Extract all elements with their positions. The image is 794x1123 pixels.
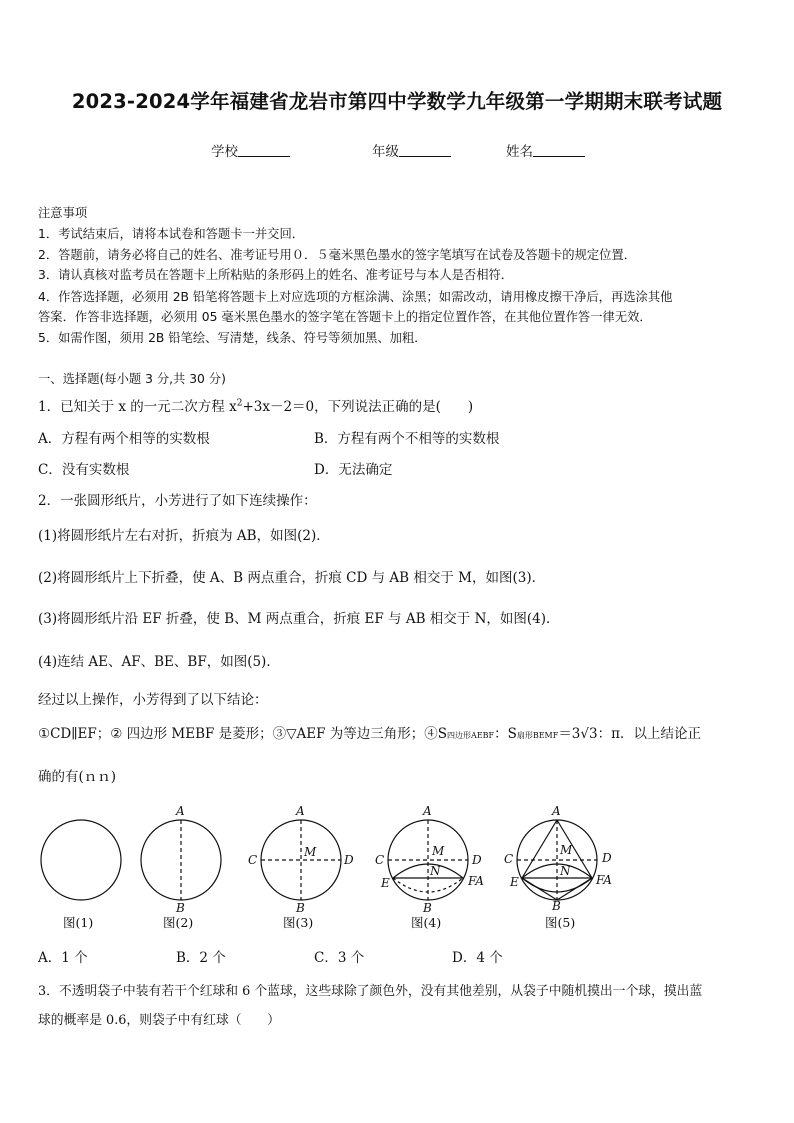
fig3-label-c: C [248, 853, 258, 867]
fig5-label-e: E [510, 875, 519, 889]
q1-stem-sup: 2 [236, 398, 243, 409]
fig5-label-a: A [552, 804, 561, 818]
school-label: 学校 [211, 144, 238, 160]
fig5-line-bf [557, 878, 592, 900]
fig4-label-c: C [375, 853, 385, 867]
fig3-label-b: B [296, 901, 305, 915]
q2-step: (1)将圆形纸片左右对折，折痕为 AB，如图(2)． [38, 528, 330, 544]
q2-option-b: B．2 个 [176, 950, 226, 966]
q2-colon-s: ：S [494, 726, 517, 742]
q2-conclusion-tail: 确的有(ｎｎ) [38, 769, 117, 785]
q1-option-b: B．方程有两个不相等的实数根 [314, 431, 500, 447]
fig2-label-a: A [176, 804, 185, 818]
name-label: 姓名 [506, 144, 533, 160]
grade-field [372, 140, 451, 160]
q2-sqrt: √3 [580, 726, 598, 742]
q2-option-d: D．4 个 [452, 950, 503, 966]
fig4-label-d: D [472, 853, 482, 867]
page-title: 2023-2024学年福建省龙岩市第四中学数学九年级第一学期期末联考试题 [71, 90, 723, 113]
fig3-label-d: D [344, 853, 354, 867]
notice-item: 2．答题前，请务必将自己的姓名、准考证号用０．５毫米黑色墨水的签字笔填写在试卷及答题卡的规定位置． [38, 248, 637, 262]
school-field [211, 140, 290, 160]
q1-option-a: A．方程有两个相等的实数根 [38, 431, 210, 447]
q2-step: (2)将圆形纸片上下折叠，使 A、B 两点重合，折痕 CD 与 AB 相交于 M，如图(3)． [38, 570, 546, 586]
q2-conclusion-intro: 经过以上操作，小芳得到了以下结论： [38, 692, 268, 708]
notice-item: 3．请认真核对监考员在答题卡上所粘贴的条形码上的姓名、准考证号与本人是否相符． [38, 268, 514, 282]
fig3-label-m: M [304, 845, 317, 859]
fig2-label-b: B [176, 901, 185, 915]
q2-conclusions-part2: ：π．以上结论正 [597, 726, 701, 742]
q2-conclusions-part1: ①CD∥EF；② 四边形 MEBF 是菱形；③▽AEF 为等边三角形；④S [38, 726, 448, 742]
question-1-stem [38, 395, 473, 415]
q1-stem-suffix: +3x－2＝0，下列说法正确的是( ) [242, 399, 474, 415]
fig4-label-n: N [430, 864, 441, 878]
fig5-circle [517, 820, 597, 900]
q1-option-d: D．无法确定 [314, 462, 393, 478]
fig4-circle [388, 820, 468, 900]
question-3-line2: 球的概率是 0.6，则袋子中有红球（ ） [38, 1013, 280, 1028]
notice-item: 5．如需作图，须用 2B 铅笔绘、写清楚，线条、符号等须加黑、加粗． [38, 331, 427, 345]
fig4-label-b: B [423, 901, 432, 915]
q1-stem-prefix: 1．已知关于 x 的一元二次方程 x [38, 399, 237, 415]
question-3-line1: 3．不透明袋子中装有若干个红球和 6 个蓝球，这些球除了颜色外，没有其他差别，从袋子中随机摸出一个球，摸出蓝 [38, 984, 703, 999]
fig4-label-m: M [432, 844, 445, 858]
fig5-label-m: M [560, 843, 573, 857]
q2-sub-aebf: 四边形AEBF [447, 731, 495, 740]
q2-equals: ＝3 [558, 726, 581, 742]
q2-figures [30, 796, 630, 942]
q2-option-c: C．3 个 [314, 950, 365, 966]
q2-conclusions [38, 722, 701, 742]
fig4-label-a: A [423, 804, 432, 818]
notice-item: 4．作答选择题，必须用 2B 铅笔将答题卡上对应选项的方框涂满、涂黑；如需改动，请用橡皮擦干净后，再选涂其他 [38, 290, 673, 304]
fig5-line-be [522, 878, 557, 900]
fig3-circle [261, 820, 341, 900]
fig5-label-c: C [504, 852, 514, 866]
name-blank [533, 144, 585, 157]
notice-item: 答案．作答非选择题，必须用 05 毫米黑色墨水的签字笔在答题卡上的指定位置作答，在其他位置作答一律无效． [38, 310, 652, 324]
fig5-label-b: B [552, 899, 561, 913]
question-2-stem: 2．一张圆形纸片，小芳进行了如下连续操作： [38, 493, 317, 509]
q2-step: (3)将圆形纸片沿 EF 折叠，使 B、M 两点重合，折痕 EF 与 AB 相交于 N，如图(4)． [38, 611, 560, 627]
notice-heading: 注意事项 [38, 206, 88, 220]
fig5-label-n: N [560, 864, 571, 878]
school-blank [238, 144, 290, 157]
section-heading: 一、选择题(每小题 3 分,共 30 分) [38, 372, 226, 386]
fig2-circle [141, 820, 221, 900]
fig5-label-fa: FA [596, 873, 612, 887]
name-field [506, 140, 585, 160]
grade-label: 年级 [372, 144, 399, 160]
grade-blank [399, 144, 451, 157]
fig3-caption: 图(3) [283, 915, 314, 930]
q1-option-c: C．没有实数根 [38, 462, 130, 478]
fig1-caption: 图(1) [63, 915, 94, 930]
fig4-label-fa: FA [468, 874, 484, 888]
q2-step: (4)连结 AE、AF、BE、BF，如图(5)． [38, 654, 280, 670]
fig1-circle [41, 820, 121, 900]
fig4-label-e: E [381, 876, 390, 890]
notice-item: 1．考试结束后，请将本试卷和答题卡一并交回． [38, 227, 305, 241]
fig4-caption: 图(4) [411, 915, 442, 930]
q2-option-a: A．1 个 [38, 950, 88, 966]
fig3-label-a: A [296, 804, 305, 818]
fig5-label-d: D [602, 851, 612, 865]
q2-sub-bemf: 扇形BEMF [516, 731, 559, 740]
fig5-caption: 图(5) [545, 915, 576, 930]
fig2-caption: 图(2) [163, 915, 194, 930]
fig5-line-ae [522, 820, 557, 878]
